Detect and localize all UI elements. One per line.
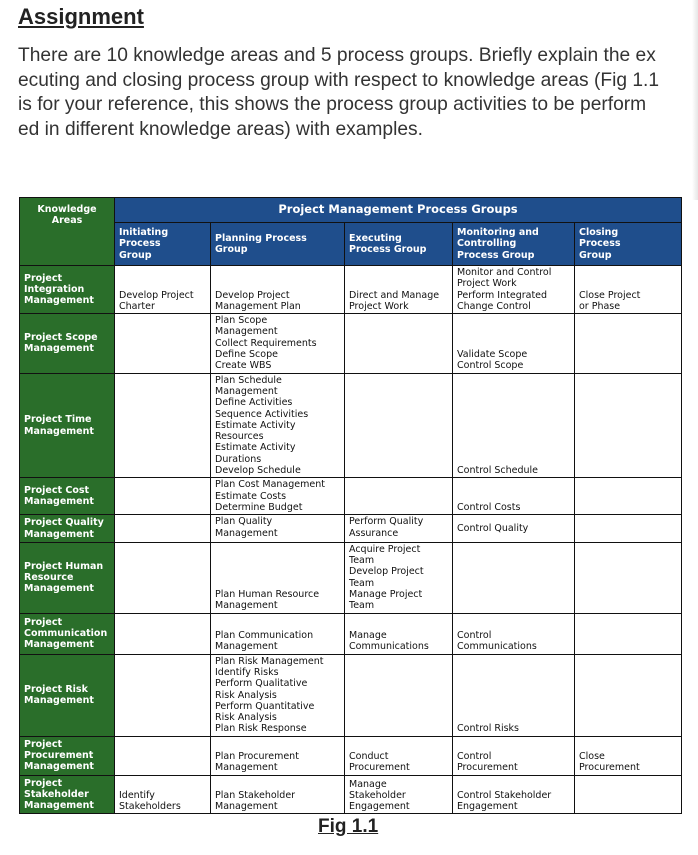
closing-cell (575, 314, 682, 373)
executing-cell (345, 654, 453, 736)
table-row (20, 613, 682, 654)
planning-cell: Plan Procurement Management (211, 736, 345, 775)
table-banner: Project Management Process Groups (115, 198, 682, 223)
closing-cell (575, 478, 682, 515)
knowledge-area-human-resource: Project Human Resource Management (20, 542, 115, 613)
monitoring-cell: Control Stakeholder Engagement (453, 775, 575, 814)
table-row (20, 478, 682, 515)
initiating-cell (115, 542, 211, 613)
planning-cell: Plan Stakeholder Management (211, 775, 345, 814)
table-row (20, 515, 682, 543)
monitoring-cell: Control Risks (453, 654, 575, 736)
initiating-cell (115, 314, 211, 373)
initiating-cell (115, 478, 211, 515)
table-row (20, 654, 682, 736)
process-groups-table (19, 197, 682, 814)
executing-cell: Manage Stakeholder Engagement (345, 775, 453, 814)
executing-cell (345, 314, 453, 373)
table-row (20, 373, 682, 478)
executing-cell: Acquire Project Team Develop Project Team Manage Project Team (345, 542, 453, 613)
page-edge-shadow (692, 0, 698, 200)
closing-cell: Close Procurement (575, 736, 682, 775)
closing-cell (575, 515, 682, 543)
monitoring-header: Monitoring and Controlling Process Group (453, 223, 575, 266)
assignment-heading: Assignment (18, 4, 144, 29)
knowledge-area-communication: Project Communication Management (20, 613, 115, 654)
knowledge-area-scope: Project Scope Management (20, 314, 115, 373)
monitoring-cell (453, 542, 575, 613)
executing-cell: Manage Communications (345, 613, 453, 654)
table-row (20, 314, 682, 373)
initiating-cell (115, 736, 211, 775)
monitoring-cell: Control Quality (453, 515, 575, 543)
closing-cell (575, 654, 682, 736)
executing-cell: Conduct Procurement (345, 736, 453, 775)
initiating-cell (115, 515, 211, 543)
planning-cell: Develop Project Management Plan (211, 266, 345, 314)
initiating-cell (115, 654, 211, 736)
initiating-cell (115, 373, 211, 478)
closing-cell (575, 542, 682, 613)
initiating-cell (115, 613, 211, 654)
monitoring-cell: Control Schedule (453, 373, 575, 478)
table-row (20, 775, 682, 814)
knowledge-area-stakeholder: Project Stakeholder Management (20, 775, 115, 814)
executing-cell: Perform Quality Assurance (345, 515, 453, 543)
planning-cell: Plan Communication Management (211, 613, 345, 654)
initiating-cell: Identify Stakeholders (115, 775, 211, 814)
table-row (20, 266, 682, 314)
monitoring-cell: Control Procurement (453, 736, 575, 775)
monitoring-cell: Control Communications (453, 613, 575, 654)
executing-cell (345, 373, 453, 478)
planning-cell: Plan Risk Management Identify Risks Perform Qualitative Risk Analysis Perform Quantitative Risk Analysis Plan Risk Response (211, 654, 345, 736)
planning-cell: Plan Cost Management Estimate Costs Determine Budget (211, 478, 345, 515)
executing-cell: Direct and Manage Project Work (345, 266, 453, 314)
initiating-cell: Develop Project Charter (115, 266, 211, 314)
planning-cell: Plan Scope Management Collect Requirements Define Scope Create WBS (211, 314, 345, 373)
initiating-header: Initiating Process Group (115, 223, 211, 266)
planning-cell: Plan Human Resource Management (211, 542, 345, 613)
planning-cell: Plan Quality Management (211, 515, 345, 543)
knowledge-areas-header: Knowledge Areas (20, 198, 115, 266)
closing-header: Closing Process Group (575, 223, 682, 266)
executing-cell (345, 478, 453, 515)
table-row (20, 542, 682, 613)
knowledge-area-risk: Project Risk Management (20, 654, 115, 736)
monitoring-cell: Control Costs (453, 478, 575, 515)
question-text: There are 10 knowledge areas and 5 process groups. Briefly explain the ex ecuting and closing process group with respect to knowledge areas (Fig 1.1 is for your reference, this shows the process group activities to be perform ed in different knowledge areas) with examples. (18, 45, 660, 140)
planning-header: Planning Process Group (211, 223, 345, 266)
monitoring-cell: Validate Scope Control Scope (453, 314, 575, 373)
knowledge-area-procurement: Project Procurement Management (20, 736, 115, 775)
closing-cell (575, 373, 682, 478)
executing-header: Executing Process Group (345, 223, 453, 266)
knowledge-area-quality: Project Quality Management (20, 515, 115, 543)
knowledge-area-integration: Project Integration Management (20, 266, 115, 314)
knowledge-area-time: Project Time Management (20, 373, 115, 478)
table-row (20, 736, 682, 775)
monitoring-cell: Monitor and Control Project Work Perform Integrated Change Control (453, 266, 575, 314)
closing-cell (575, 613, 682, 654)
knowledge-area-cost: Project Cost Management (20, 478, 115, 515)
planning-cell: Plan Schedule Management Define Activities Sequence Activities Estimate Activity Resources Estimate Activity Durations Develop Schedule (211, 373, 345, 478)
figure-caption: Fig 1.1 (318, 816, 379, 837)
closing-cell (575, 775, 682, 814)
closing-cell: Close Project or Phase (575, 266, 682, 314)
